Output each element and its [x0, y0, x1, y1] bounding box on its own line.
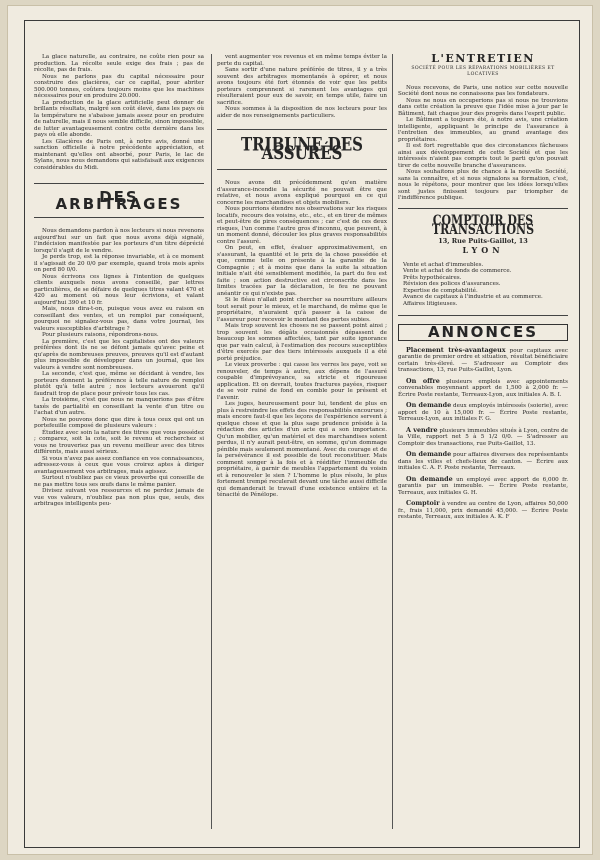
paragraph: Nous sommes à la disposition de nos lecteurs pour les aider de nos renseignements particuliers. — [217, 106, 387, 119]
ad-lead: A vendre — [406, 425, 438, 434]
classified-ad — [398, 451, 568, 472]
service-item: Affaires litigieuses. — [403, 300, 458, 307]
paragraph: On peut, en effet, évaluer approximativement, en s'assurant, la quantité et le prix de la chose possédée et que, comme telle on présente à la garantie de la Compagnie ; et à moins que dans la suite la situation initiale n'ait été sensiblement modifiée, la part du feu est faite ; son action destructive est circonscrite dans les limites tracées par la déclaration, le feu ne pouvant anéantir ce qui n'existe pas. — [217, 245, 387, 297]
paragraph: Nous demandons pardon à nos lecteurs si nous revenons aujourd'hui sur un fait que nous avons déjà signalé, l'indécision manifestée par les porteurs d'un titre déprécié lorsqu'il s'agit de le vendre. — [34, 228, 204, 254]
ad-text: plusieurs immeubles situés à Lyon, centre de la Ville, rapport net 5 à 5 1/2 0/0. — S'adresser au Comptoir des transactions, rue Puits-Gaillot, 13. — [398, 427, 568, 447]
comptoir-address: 13, Rue Puits-Gaillot, 13 — [438, 236, 528, 245]
classified-ad — [398, 476, 568, 497]
paragraph: La première, c'est que les capitalistes ont des valeurs préférées dont ils ne se défont jamais qu'avec peine et qu'après de nombreuses preuves, preuves qu'il est d'autant plus impossible de développer dans un journal, que les valeurs à vendre sont nombreuses. — [34, 338, 204, 371]
paragraph: Le Bâtiment a toujours été, à notre avis, une création intelligente, appliquant le principe de l'assurance à l'entretien des immeubles, au grand avantage des propriétaires. — [398, 117, 568, 143]
service-item: Prêts hypothécaires. — [403, 274, 462, 281]
divider — [34, 183, 204, 184]
comptoir-advert — [398, 208, 568, 317]
service-item: Vente et achat de fonds de commerce. — [403, 268, 512, 274]
ad-text: à vendre au centre de Lyon, affaires 50,000 fr., frais 11,000, prix demandé 45,000. — Écrire Poste restante, Terreaux, aux initiales A. K. F — [398, 501, 568, 520]
column-1 — [34, 54, 204, 508]
paragraph: Étudiez avec soin la nature des titres que vous possédez ; comparez, soit la cote, soit le revenu et recherchez si vous ne trouveriez pas un revenu meilleur avec des titres différents, mais aussi sérieux. — [34, 429, 204, 455]
comptoir-city: LYON — [462, 245, 504, 255]
service-item: Vente et achat d'immeubles. — [403, 261, 484, 268]
paragraph: Pour plusieurs raisons, répondrons-nous. — [42, 332, 159, 338]
paragraph: Nous écrivons ces lignes à l'intention de quelques clients auxquels nous avons conseillé, par lettres particulières, de se défaire de quelques titres valant 470 et 420 au moment où nous leur écrivions, et valant aujourd'hui 390 et 10 fr. — [34, 273, 204, 306]
section-heading-tribune: TRIBUNE DES ASSURÉS — [240, 132, 364, 164]
ad-lead: Comptoir — [406, 499, 440, 507]
paragraph: Divisez suivant vos ressources et ne perdez jamais de vue vos valeurs, n'oubliez pas non plus que, seuls, des arbitrages intelligents peu- — [34, 488, 204, 507]
paragraph: Si le fléau n'allait point chercher sa nourriture ailleurs tout serait pour le mieux, et le marchand, de même que le propriétaire, n'auraient qu'à passer à la caisse de l'assureur pour recevoir le montant des pertes subies. — [217, 297, 387, 323]
col2-body — [217, 180, 387, 499]
paragraph: Mais, nous dira-t-on, puisque vous avez eu raison en conseillant des ventes, et un remploi par conséquent, pourquoi ne signalez-vous pas, dans votre journal, les valeurs susceptibles d'arbitrage ? — [34, 306, 204, 332]
divider — [217, 169, 387, 170]
ad-lead: On demande — [406, 401, 452, 409]
paragraph: Nous souhaitons plus de chance à la nouvelle Société, sans la connaître, et si nous signalons sa formation, c'est, nous le répétons, pour montrer que les idées lorsqu'elles sont justes finissent toujours par triompher de l'indifférence publique. — [398, 169, 568, 201]
classified-ad — [398, 378, 568, 399]
divider — [34, 217, 204, 218]
paragraph: Nous recevons, de Paris, une notice sur cette nouvelle Société dont nous ne connaissons pas les fondateurs. — [398, 84, 568, 97]
ad-lead: On offre — [406, 376, 440, 385]
service-item: Révision des polices d'assurances. — [403, 281, 501, 287]
ad-text: pour affaires diverses des représentants dans les villes et chefs-lieux de canton. — Écrire aux initiales C. A. F. Poste restante, Terreaux. — [398, 452, 568, 471]
services-list — [398, 262, 568, 308]
classified-ad — [398, 347, 568, 374]
paragraph: Il est fort regrettable que des circonstances fâcheuses ainsi aux développement de cette Société et que les intéressés n'aient pas compris tout le parti qu'on pouvait tirer de cette nouvelle branche d'assurances. — [398, 143, 568, 169]
section-heading-annonces: ANNONCES — [427, 323, 539, 341]
paragraph: Surtout n'oubliez pas ce vieux proverbe qui conseille de ne pas mettre tous ses œufs dans le même panier. — [34, 475, 204, 488]
ad-lead: On demande — [406, 474, 453, 483]
paragraph: Mais trop souvent les choses ne se passent point ainsi ; trop souvent les dégâts occasionnés dépassent de beaucoup les sommes affectées, tant par suite ignorance que par vain calcul, à l'estimation des recours susceptibles d'être exercés par des tiers intéressés auxquels il a été porté préjudice. — [217, 323, 387, 362]
paragraph: La glace naturelle, au contraire, ne coûte rien pour sa production. La récolte seule exige des frais ; pas de récolte, pas de frais. — [34, 54, 204, 73]
paragraph: Je perds trop, est la réponse invariable, et à ce moment il s'agissait de 20 0/0 par exemple, quand trois mois après on perd 80 0/0. — [34, 254, 204, 273]
column-2 — [217, 54, 387, 499]
ad-lead: On demande — [406, 450, 452, 458]
ad-text: pour capitaux avec garantie de premier ordre et situation, résultat bénéficiaire certain très-élevé. — S'adresser au Comptoir des transactions, 13, rue Puits-Gaillot, Lyon. — [398, 347, 568, 373]
ad-text: plusieurs emplois avec appointements convenables moyennant apport de 1,500 à 2,000 fr. — Écrire Poste restante, Terreaux-Lyon, aux initiales A. B. I. — [398, 378, 568, 398]
entretien-subtitle: SOCIÉTÉ POUR LES RÉPARATIONS MOBILIÈRES ET LOCATIVES — [411, 65, 555, 77]
ad-text: un employé avec apport de 6,000 fr. garantis par un immeuble. — Écrire Poste restante, Terreaux, aux initiales G. H. — [398, 476, 568, 496]
paragraph: Nous pourrions étendre nos observations sur les risques locatifs, recours des voisins, etc., etc., et en tirer de mêmes et peut-être de pires conséquences ; car c'est de ces deux risques, l'un comme l'autre gros d'inconnu, que peuvent, à un moment donné, découler les plus graves responsabilités contre l'assuré. — [217, 206, 387, 245]
classified-ads — [398, 347, 568, 521]
section-heading-arbitrages: DES ARBITRAGES — [55, 188, 183, 213]
col1-intro — [34, 54, 204, 171]
col2-intro — [217, 54, 387, 119]
paragraph: Nous ne nous en occuperions pas si nous ne trouvions dans cette création la preuve que l'idée mise à jour par le Bâtiment, fait chaque jour des progrès dans l'esprit public. — [398, 97, 568, 117]
service-item: Expertise de comptabilité. — [403, 287, 478, 294]
paragraph: Sans sortir d'une nature préférée de titres, il y a très souvent des arbitrages momentanés à opérer, et nous avons toujours été fort étonnés de voir que les petits porteurs comprennent si rarement les avantages qui résulteraient pour eux de savoir, en temps utile, faire un sacrifice. — [217, 67, 387, 106]
paragraph: Nous avons dit précédemment qu'en matière d'assurance-incendie la sécurité ne pouvait être que relative, et nous avons expliqué pourquoi en ce qui concerne les marchandises et objets mobiliers. — [217, 180, 387, 206]
divider — [217, 129, 387, 130]
paragraph: Nous ne pouvons donc que dire à tous ceux qui ont un portefeuille composé de plusieurs valeurs : — [34, 416, 204, 429]
paragraph: La production de la glace artificielle peut donner de brillants résultats, malgré son coût élevé, dans les pays où la température ne s'abaisse jamais assez pour en produire de naturelle, mais il nous semble difficile, sinon impossible, de lutter avantageusement contre cette dernière dans les pays où elle abonde. — [34, 99, 204, 138]
annonces-header-box — [398, 324, 568, 341]
classified-ad — [398, 500, 568, 521]
paragraph: La troisième, c'est que nous ne manquerions pas d'être taxés de partialité en conseillant la vente d'un titre ou l'achat d'un autre. — [34, 397, 204, 416]
paragraph: Nous ne parlons pas du capital nécessaire pour construire des glacières, car ce capital, pour abriter 500.000 tonnes, coûtera toujours moins que les machines nécessaires pour en produire 20.000. — [34, 73, 204, 99]
ad-text: deux employés intéressés (soierie), avec apport de 10 à 15,000 fr. — Écrire Poste restante, Terreaux-Lyon, aux initiales F. G. — [398, 403, 568, 422]
entretien-title: L'ENTRETIEN — [431, 52, 535, 65]
service-item: Avance de capitaux à l'industrie et au commerce. — [403, 294, 543, 300]
paragraph: La seconde, c'est que, même se décidant à vendre, les porteurs donnent la préférence à telle nature de remploi plutôt qu'à telle autre ; nos lecteurs avoueront qu'il faudrait trop de place pour prévoir tous les cas. — [34, 371, 204, 397]
paragraph: Les Glacières de Paris ont, à notre avis, donné une sanction officielle à notre précédente appréciation, et maintenant qu'elles ont absorbé, pour Paris, le lac de Sylans, nous nous demandons qui satisfaisait aux exigences considérables du Midi. — [34, 138, 204, 171]
entretien-body — [398, 85, 568, 202]
col1-body — [34, 228, 204, 508]
paragraph: Le vieux proverbe : qui casse les verres les paye, voit se renouveler, de temps à autre, aux dépens de l'assuré coupable d'imprévoyance, sa stricte et rigoureuse application. Et on devrait, toutes fractures payées, risquer de se voir ruiné de fond en comble pour le présent et l'avenir. — [217, 362, 387, 401]
column-3 — [398, 54, 568, 521]
paragraph: vent augmenter vos revenus et en même temps éviter la perte du capital. — [217, 54, 387, 67]
paragraph: Les juges, heureusement pour lui, tendent de plus en plus à restreindre les effets des responsabilités encourues ; mais encore faut-il que les leçons de l'expérience servent à quelque chose et que la plus sage prudence préside à la rédaction des articles d'un acte qui a son importance. Qu'un mobilier, qu'un matériel et des marchandises soient perdus, il n'y aurait peut-être, en somme, qu'un dommage pénible mais seulement momentané. Avec du courage et de la persévérance il est possible de tout reconstituer. Mais comment songer à la fois et à réédifier l'immeuble du propriétaire, à garnir de meubles l'appartement du voisin et à renouveler le sien ? L'homme le plus résolu, le plus fortement trempé reculerait devant une tâche aussi difficile qui demanderait le travail d'une existence entière et la ténacité de Pénélope. — [217, 401, 387, 498]
classified-ad — [398, 427, 568, 448]
classified-ad — [398, 402, 568, 423]
column-rule-2 — [392, 54, 393, 829]
ad-lead: Placement très-avantageux — [406, 345, 506, 354]
paragraph: Si vous n'avez pas assez confiance en vos connaissances, adressez-vous à ceux que vous croirez aptes à diriger avantageusement vos arbitrages, mais agissez. — [34, 455, 204, 475]
comptoir-title: COMPTOIR DES TRANSACTIONS — [431, 211, 535, 237]
column-rule-1 — [211, 54, 212, 829]
